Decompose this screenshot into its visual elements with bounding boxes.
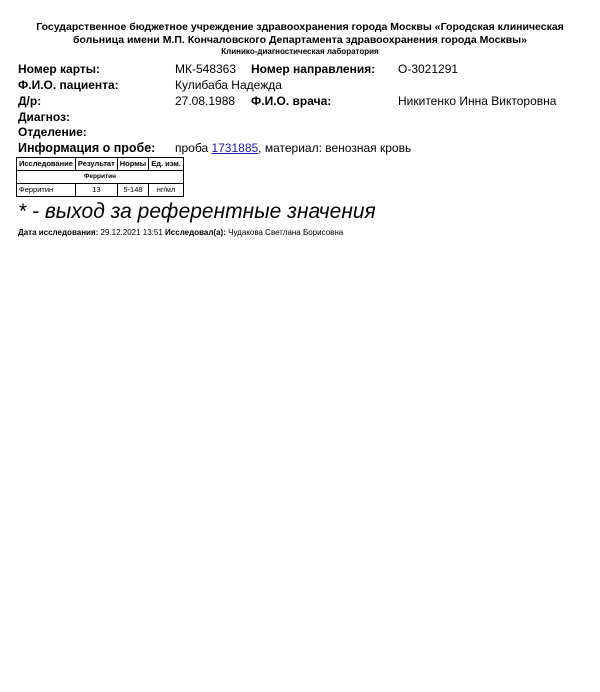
diagnosis-label: Диагноз: (18, 110, 70, 124)
reference-note: * - выход за референтные значения (18, 200, 376, 223)
department-label: Отделение: (18, 125, 87, 139)
test-unit: нг/мл (149, 184, 184, 197)
card-number-value: МК-548363 (175, 62, 237, 76)
results-group-row (17, 171, 184, 184)
sample-info-value (175, 141, 411, 156)
study-date-label: Дата исследования: (18, 228, 99, 237)
header-test: Исследование (17, 158, 76, 171)
researcher-value: Чудакова Светлана Борисовна (228, 228, 344, 237)
dob-value: 27.08.1988 (175, 94, 236, 108)
results-header-row (17, 158, 184, 171)
sample-material: , материал: венозная кровь (258, 141, 412, 155)
patient-name-label: Ф.И.О. пациента: (18, 78, 119, 92)
card-number-label: Номер карты: (18, 62, 101, 76)
group-name: Ферритин (17, 171, 184, 184)
test-result: 13 (75, 184, 117, 197)
laboratory-name: Клинико-диагностическая лаборатория (221, 47, 379, 56)
patient-name-value: Кулибаба Надежда (175, 78, 282, 92)
test-name: Ферритин (17, 184, 76, 197)
referral-number-value: О-3021291 (398, 62, 459, 76)
sample-info-label: Информация о пробе: (18, 141, 156, 155)
sample-prefix: проба (175, 141, 212, 155)
referral-number-label: Номер направления: (251, 62, 376, 76)
researcher-label: Исследовал(а): (165, 228, 226, 237)
sample-id-link[interactable]: 1731885 (211, 141, 259, 155)
header-norm: Нормы (117, 158, 148, 171)
results-table (16, 157, 184, 197)
header-unit: Ед. изм. (149, 158, 184, 171)
study-date-value: 29.12.2021 13:51 (100, 228, 163, 237)
dob-label: Д/р: (18, 94, 42, 108)
doctor-label: Ф.И.О. врача: (251, 94, 332, 108)
report-footer (18, 228, 343, 238)
test-norm: 5-148 (117, 184, 148, 197)
organization-title: Государственное бюджетное учреждение здравоохранения города Москвы «Городская клиническая больница имени М.П. Кончаловского Департамента здравоохранения города Москвы» (36, 21, 564, 46)
header-result: Результат (75, 158, 117, 171)
doctor-value: Никитенко Инна Викторовна (398, 94, 557, 108)
table-row (17, 184, 184, 197)
